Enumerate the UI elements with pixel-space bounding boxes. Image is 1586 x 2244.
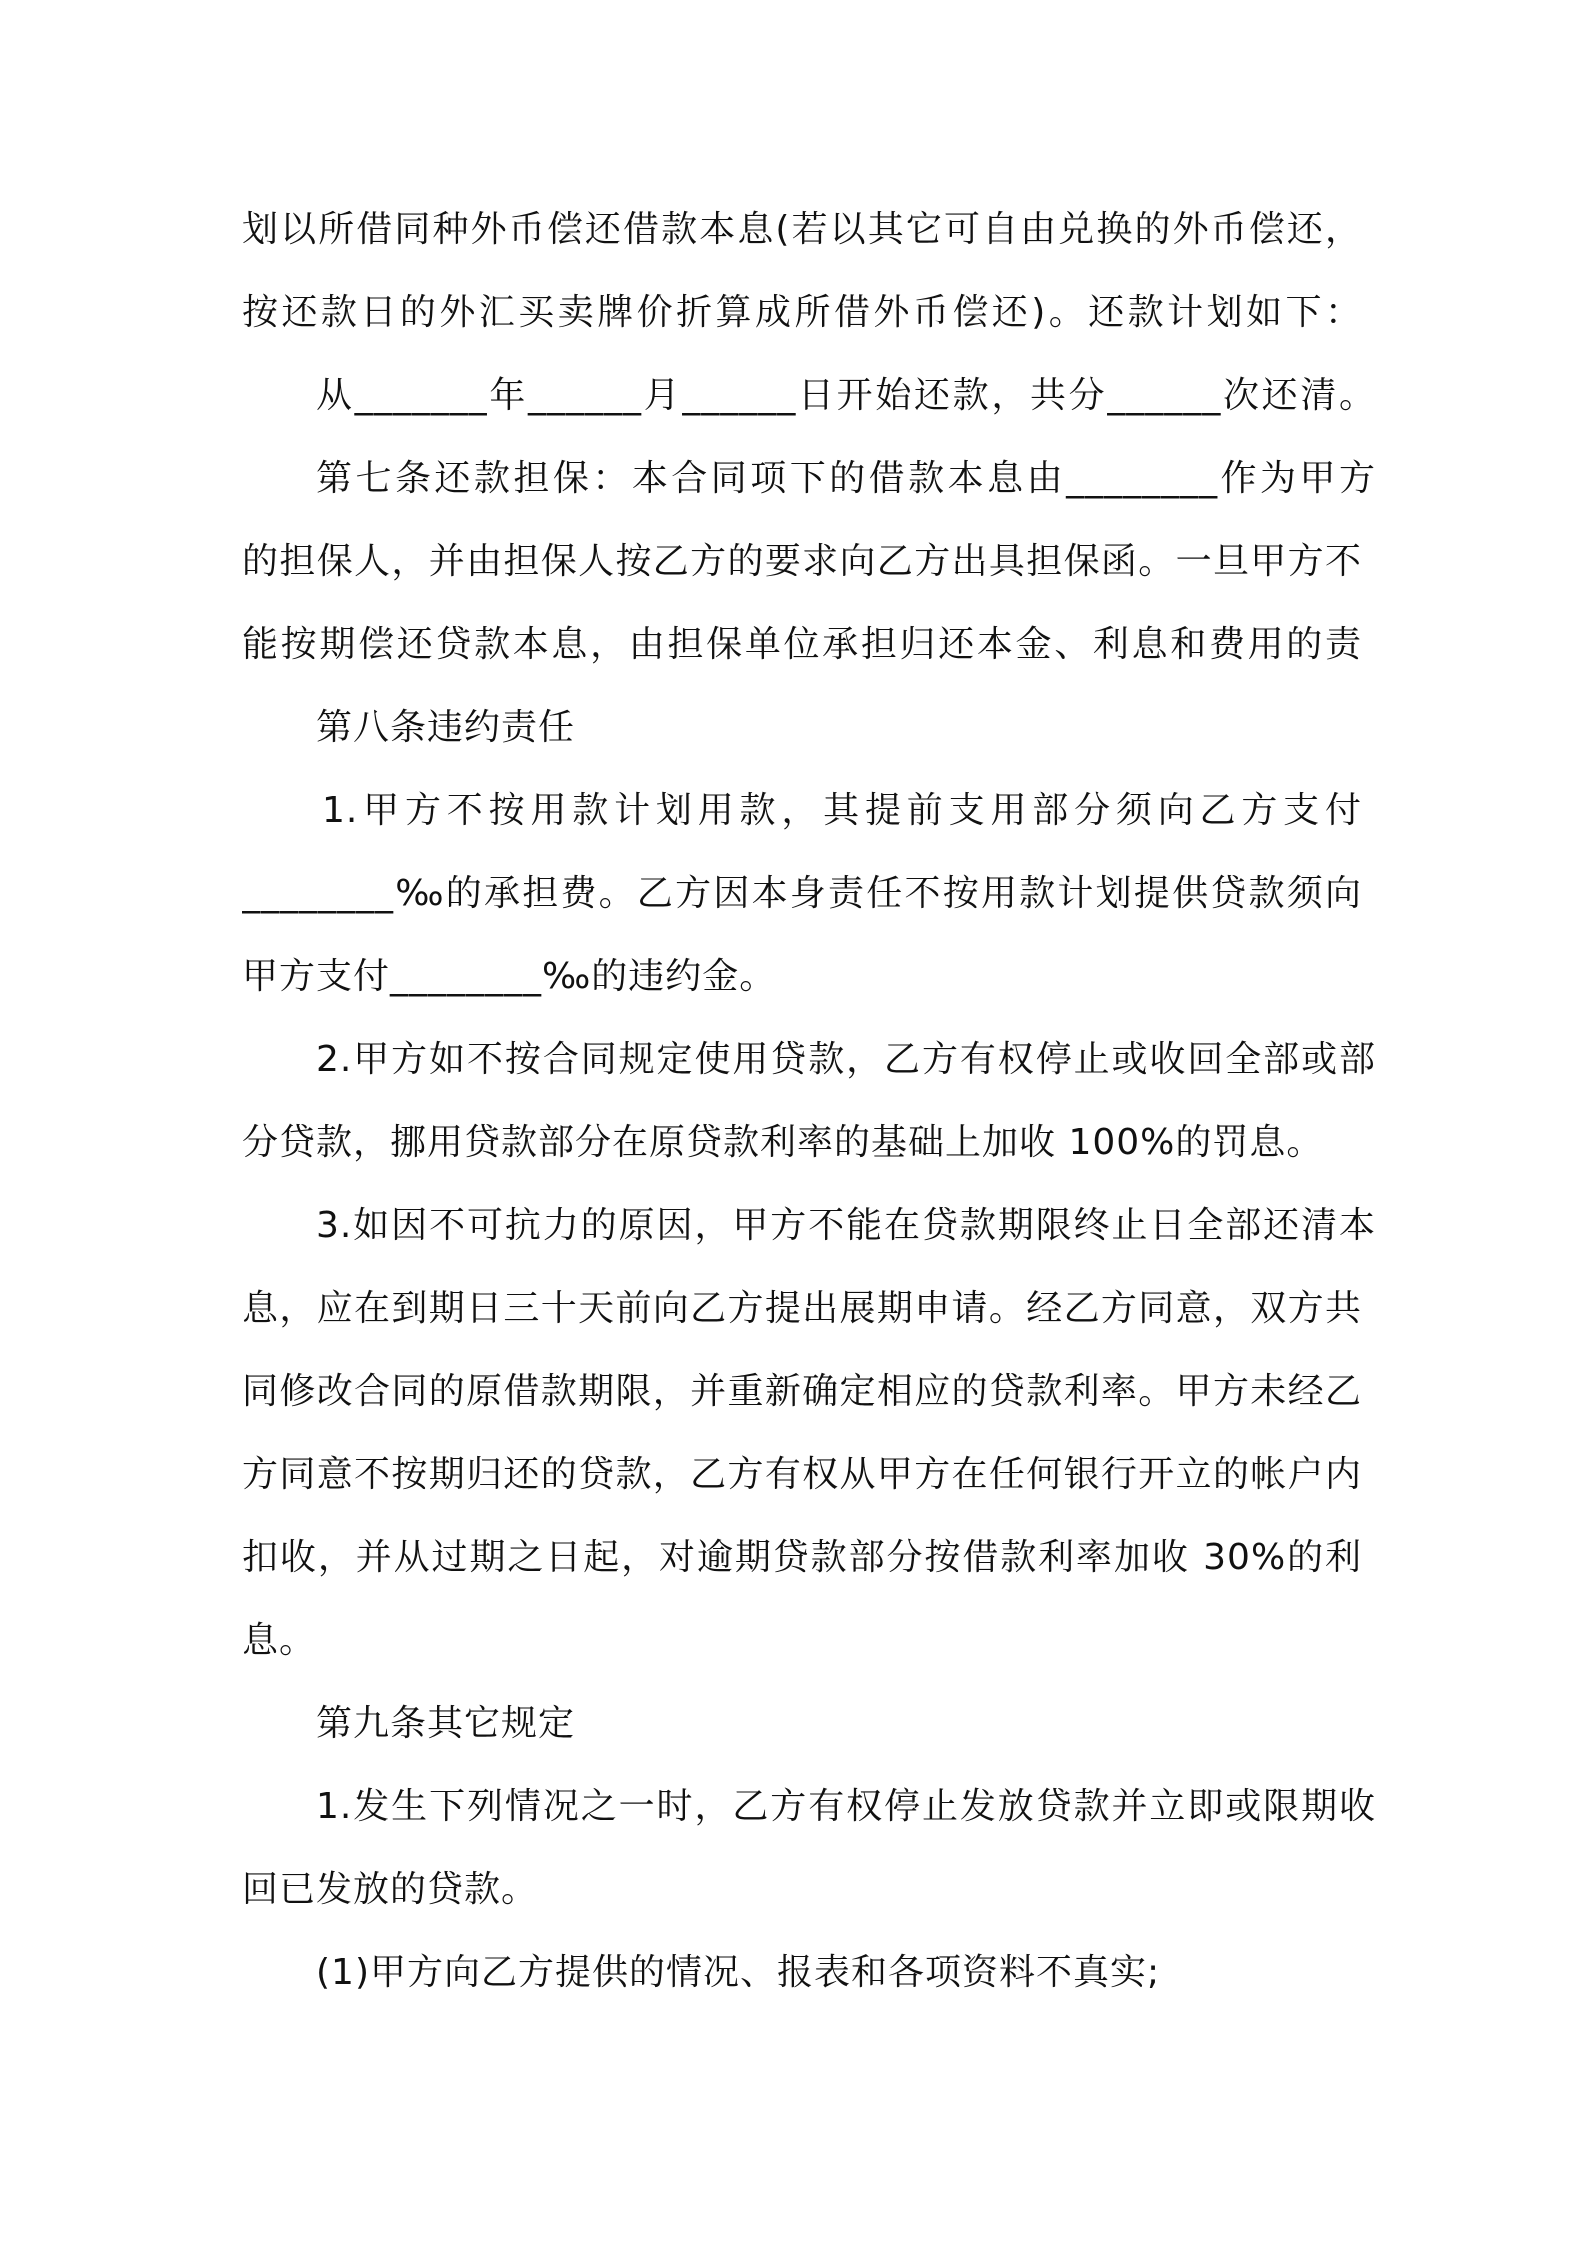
clause-8-3-line-2: 息，应在到期日三十天前向乙方提出展期申请。经乙方同意，双方共 (242, 1288, 1362, 1329)
clause-8-1-line-1: 1.甲方不按用款计划用款，其提前支用部分须向乙方支付 (322, 790, 1362, 831)
clause-9-1-line-2: 回已发放的贷款。 (242, 1869, 539, 1910)
clause-8-3-line-4: 方同意不按期归还的贷款，乙方有权从甲方在任何银行开立的帐户内 (242, 1454, 1362, 1495)
clause-8-1-line-3: 甲方支付________‰的违约金。 (242, 956, 777, 997)
article-7-heading-line: 第七条还款担保：本合同项下的借款本息由________作为甲方 (316, 458, 1376, 499)
clause-8-1-line-2: ________‰的承担费。乙方因本身责任不按用款计划提供贷款须向 (242, 873, 1362, 914)
clause-8-3-line-6: 息。 (242, 1620, 317, 1661)
clause-9-1-item-1: (1)甲方向乙方提供的情况、报表和各项资料不真实; (316, 1952, 1161, 1993)
article-8-heading: 第八条违约责任 (316, 707, 576, 748)
clause-8-2-line-2: 分贷款，挪用贷款部分在原贷款利率的基础上加收 100%的罚息。 (242, 1122, 1324, 1163)
text-line-2: 按还款日的外汇买卖牌价折算成所借外币偿还)。还款计划如下： (242, 292, 1362, 333)
article-9-heading: 第九条其它规定 (316, 1703, 576, 1744)
clause-9-1-line-1: 1.发生下列情况之一时，乙方有权停止发放贷款并立即或限期收 (316, 1786, 1376, 1827)
repayment-plan-line: 从_______年______月______日开始还款，共分______次还清。 (316, 375, 1376, 416)
text-line-6: 能按期偿还贷款本息，由担保单位承担归还本金、利息和费用的责 (242, 624, 1362, 665)
clause-8-3-line-5: 扣收，并从过期之日起，对逾期贷款部分按借款利率加收 30%的利 (242, 1537, 1362, 1578)
clause-8-3-line-3: 同修改合同的原借款期限，并重新确定相应的贷款利率。甲方未经乙 (242, 1371, 1362, 1412)
clause-8-2-line-1: 2.甲方如不按合同规定使用贷款，乙方有权停止或收回全部或部 (316, 1039, 1376, 1080)
text-line-5: 的担保人，并由担保人按乙方的要求向乙方出具担保函。一旦甲方不 (242, 541, 1362, 582)
clause-8-3-line-1: 3.如因不可抗力的原因，甲方不能在贷款期限终止日全部还清本 (316, 1205, 1376, 1246)
text-line-1: 划以所借同种外币偿还借款本息(若以其它可自由兑换的外币偿还， (242, 209, 1362, 250)
